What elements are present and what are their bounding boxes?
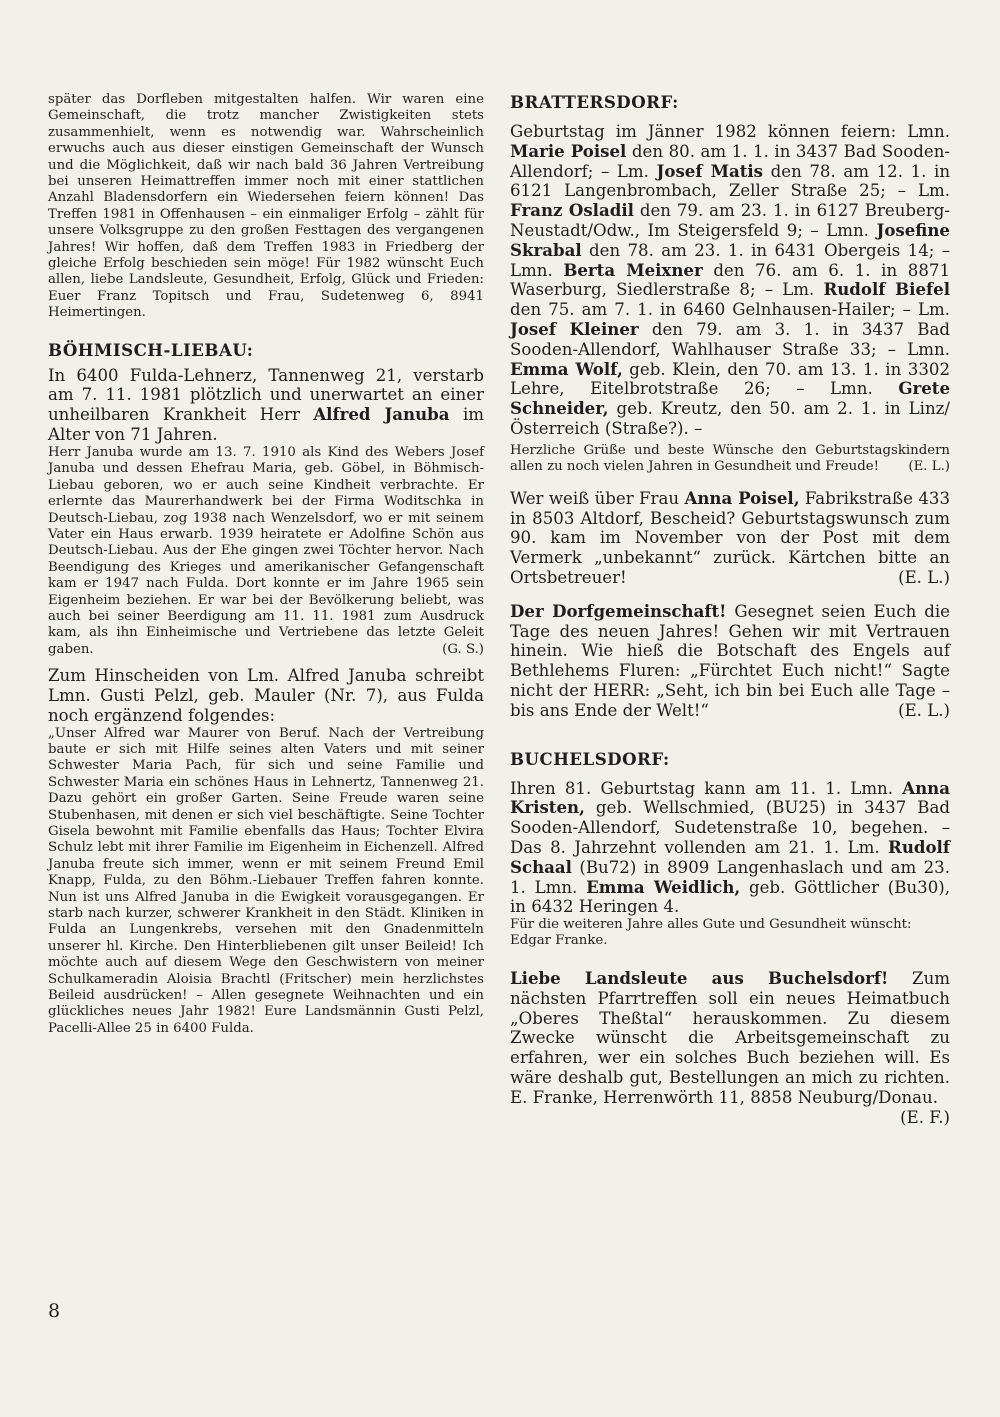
page-number: 8 — [48, 1300, 61, 1322]
left-column — [48, 92, 484, 1037]
signature-gs: (G. S.) — [442, 641, 484, 657]
person-name: Anna Poisel, — [684, 487, 800, 508]
person-name: Emma Wolf, — [510, 358, 623, 379]
buchelsdorf-wish: Für die weiteren Jahre alles Gute und Gesundheit wünscht: Edgar Franke. — [510, 917, 912, 949]
signature-ef: (E. F.) — [900, 1107, 950, 1127]
signature-el: (E. L.) — [908, 458, 950, 474]
inquiry-paragraph: Wer weiß über Frau Anna Poisel, Fabrikstraße 433 in 8503 Altdorf, Bescheid? Geburtstagswunsch zum 90. kam im November von der Post mit dem Vermerk „unbekannt“ zurück. Kärtchen bitte an Ortsbetreuer! (E. L.) — [510, 487, 950, 587]
death-notice: In 6400 Fulda-Lehnerz, Tannenweg 21, verstarb am 7. 11. 1981 plötzlich und unerwartet an einer unheilbaren Krankheit Herr Alfred Januba im Alter von 71 Jahren. — [48, 365, 485, 445]
signature-el: (E. L.) — [898, 700, 950, 720]
intro-paragraph: später das Dorfleben mitgestalten halfen. Wir waren eine Gemeinschaft, die trotz mancher Zwistigkeiten stets zusammenhielt, wenn es notwendig war. Wahrscheinlich erwuchs auch aus dieser einstigen Gemeinschaft der Wunsch und die Möglichkeit, daß wir nach bald 36 Jahren Vertreibung bei unseren Heimattreffen immer noch mit einer stattlichen Anzahl Bladensdorfern ein Wiedersehen feiern können! Das Treffen 1981 in Offenhausen – ein einmaliger Erfolg – zählt für unsere Volksgruppe zu den großen Festtagen des vergangenen Jahres! Wir hoffen, daß dem Treffen 1983 in Friedberg der gleiche Erfolg beschieden sein möge! Für 1982 wünscht Euch allen, liebe Landsleute, Gesundheit, Erfolg, Glück und Frieden: Euer Franz Topitsch und Frau, Sudetenweg 6, 8941 Heimertingen. — [48, 92, 484, 321]
person-name: Alfred Januba — [313, 404, 450, 425]
dorfgemeinschaft-paragraph: Der Dorfgemeinschaft! Gesegnet seien Euch die Tage des neuen Jahres! Gehen wir mit Vertrauen hinein. Wie hieß die Botschaft des Engels auf Bethlehems Fluren: „Fürchtet Euch nicht!“ Sagte nicht der HERR: „Seht, ich bin bei Euch alle Tage – bis ans Ende der Welt!“ (E. L.) — [510, 600, 950, 720]
liebe-landsleute-paragraph: Liebe Landsleute aus Buchelsdorf! Zum nächsten Pfarrtreffen soll ein neues Heimatbuch „Oberes Theßtal“ herauskommen. Zu diesem Zwecke wünscht die Arbeitsgemeinschaft zu erfahren, wer ein solches Buch beziehen will. Es wäre deshalb gut, Bestellungen an mich zu richten. E. Franke, Herrenwörth 11, 8858 Neuburg/Donau. (E. F.) — [510, 968, 950, 1127]
person-name: Rudolf Biefel — [823, 279, 950, 300]
buchelsdorf-birthdays: Ihren 81. Geburtstag kann am 11. 1. Lmn. Anna Kristen, geb. Wellschmied, (BU25) in 3437 Bad Sooden-Allendorf, Sudetenstraße 10, begehen. – Das 8. Jahrzehnt vollenden am 21. 1. Lm. Rudolf Schaal (Bu72) in 8909 Langenhaslach und am 23. 1. Lmn. Emma Weidlich, geb. Göttlicher (Bu30), in 6432 Heringen 4. — [510, 777, 951, 917]
pelzl-letter: „Unser Alfred war Maurer von Beruf. Nach der Vertreibung baute er sich mit Hilfe seines alten Vaters und mit seiner Schwester Maria Pach, für sich und seine Familie und Schwester Maria ein schönes Haus in Lehnertz, Tannenweg 21. Dazu gehört ein großer Garten. Seine Freude waren seine Stubenhasen, mit denen er sich viel beschäftigte. Seine Tochter Gisela bewohnt mit Familie ebenfalls das Haus; Tochter Elvira Schulz lebt mit ihrer Familie im Eigenheim in Eichenzell. Alfred Januba freute sich immer, wenn er mit seinem Freund Emil Knapp, Fulda, zu den Böhm.-Liebauer Treffen fahren konnte. Nun ist uns Alfred Januba in die Ewigkeit vorausgegangen. Er starb nach kurzer, schwerer Krankheit in den Städt. Kliniken in Fulda an Lungenkrebs, versehen mit den Gnadenmitteln unserer hl. Kirche. Den Hinterbliebenen gilt unser Beileid! Ich möchte auch auf diesem Wege den Geschwistern von meiner Schulkameradin Aloisia Brachtl (Fritscher) mein herzlichstes Beileid ausdrücken! – Allen gesegnete Weihnachten und ein glückliches neues Jahr 1982! Eure Landsmännin Gusti Pelzl, Pacelli-Allee 25 in 6400 Fulda. — [48, 725, 484, 1036]
heading-boehmisch-liebau: BÖHMISCH-LIEBAU: — [48, 339, 254, 360]
heading-brattersdorf: BRATTERSDORF: — [510, 92, 679, 112]
person-name: Franz Osladil — [510, 200, 634, 221]
person-name: Berta Meixner — [563, 259, 703, 280]
signature-el: (E. L.) — [898, 567, 950, 587]
birthday-greeting: Herzliche Grüße und beste Wünsche den Geburtstagskindern allen zu noch vielen Jahren in Gesundheit und Freude! (E. L.) — [510, 442, 950, 474]
person-name: Josefine Skrabal — [510, 219, 950, 260]
person-name: Josef Matis — [656, 160, 764, 181]
person-name: Grete Schneider, — [510, 378, 951, 419]
person-name: Emma Weidlich, — [586, 876, 741, 897]
heading-buchelsdorf: BUCHELSDORF: — [510, 748, 670, 769]
pelzl-intro: Zum Hinscheiden von Lm. Alfred Januba schreibt Lmn. Gusti Pelzl, geb. Mauler (Nr. 7), aus Fulda noch ergänzend folgendes: — [48, 666, 484, 725]
person-name: Rudolf Schaal — [510, 836, 950, 877]
person-name: Marie Poisel — [510, 140, 627, 161]
right-column — [510, 92, 950, 1127]
birthday-list: Geburtstag im Jänner 1982 können feiern: Lmn. Marie Poisel den 80. am 1. 1. in 3437 Bad Sooden-Allendorf; – Lm. Josef Matis den 78. am 12. 1. in 6121 Langenbrombach, Zeller Straße 25; – Lm. Franz Osladil den 79. am 23. 1. in 6127 Breuberg-Neustadt/Odw., Im Steigersfeld 9; – Lmn. Josefine Skrabal den 78. am 23. 1. in 6431 Obergeis 14; – Lmn. Berta Meixner den 76. am 6. 1. in 8871 Waserburg, Siedlerstraße 8; – Lm. Rudolf Biefel den 75. am 7. 1. in 6460 Gelnhausen-Hailer; – Lm. Josef Kleiner den 79. am 3. 1. in 3437 Bad Sooden-Allendorf, Wahlhauser Straße 33; – Lmn. Emma Wolf, geb. Klein, den 70. am 13. 1. in 3302 Lehre, Eitelbrotstraße 26; – Lmn. Grete Schneider, geb. Kreutz, den 50. am 2. 1. in Linz/Österreich (Straße?). – — [510, 122, 951, 438]
person-name: Anna Kristen, — [510, 777, 950, 818]
biography-paragraph: Herr Januba wurde am 13. 7. 1910 als Kind des Webers Josef Januba und dessen Ehefrau Maria, geb. Göbel, in Böhmisch-Liebau geboren, wo er auch seine Kindheit verbrachte. Er erlernte das Maurerhandwerk bei der Firma Woditschka in Deutsch-Liebau, zog 1938 nach Wenzelsdorf, wo er mit seinem Vater ein Haus erwarb. 1939 heiratete er Adolfine Schön aus Deutsch-Liebau. Aus der Ehe gingen zwei Töchter hervor. Nach Beendigung des Krieges und amerikanischer Gefangenschaft kam er 1947 nach Fulda. Dort konnte er im Jahre 1965 sein Eigenheim beziehen. Er war bei der Bevölkerung beliebt, was auch bei seiner Beerdigung am 11. 11. 1981 zum Ausdruck kam, als ihn Einheimische und Vertriebene das letzte Geleit gaben. (G. S.) — [48, 444, 484, 657]
person-name: Josef Kleiner — [510, 318, 639, 339]
